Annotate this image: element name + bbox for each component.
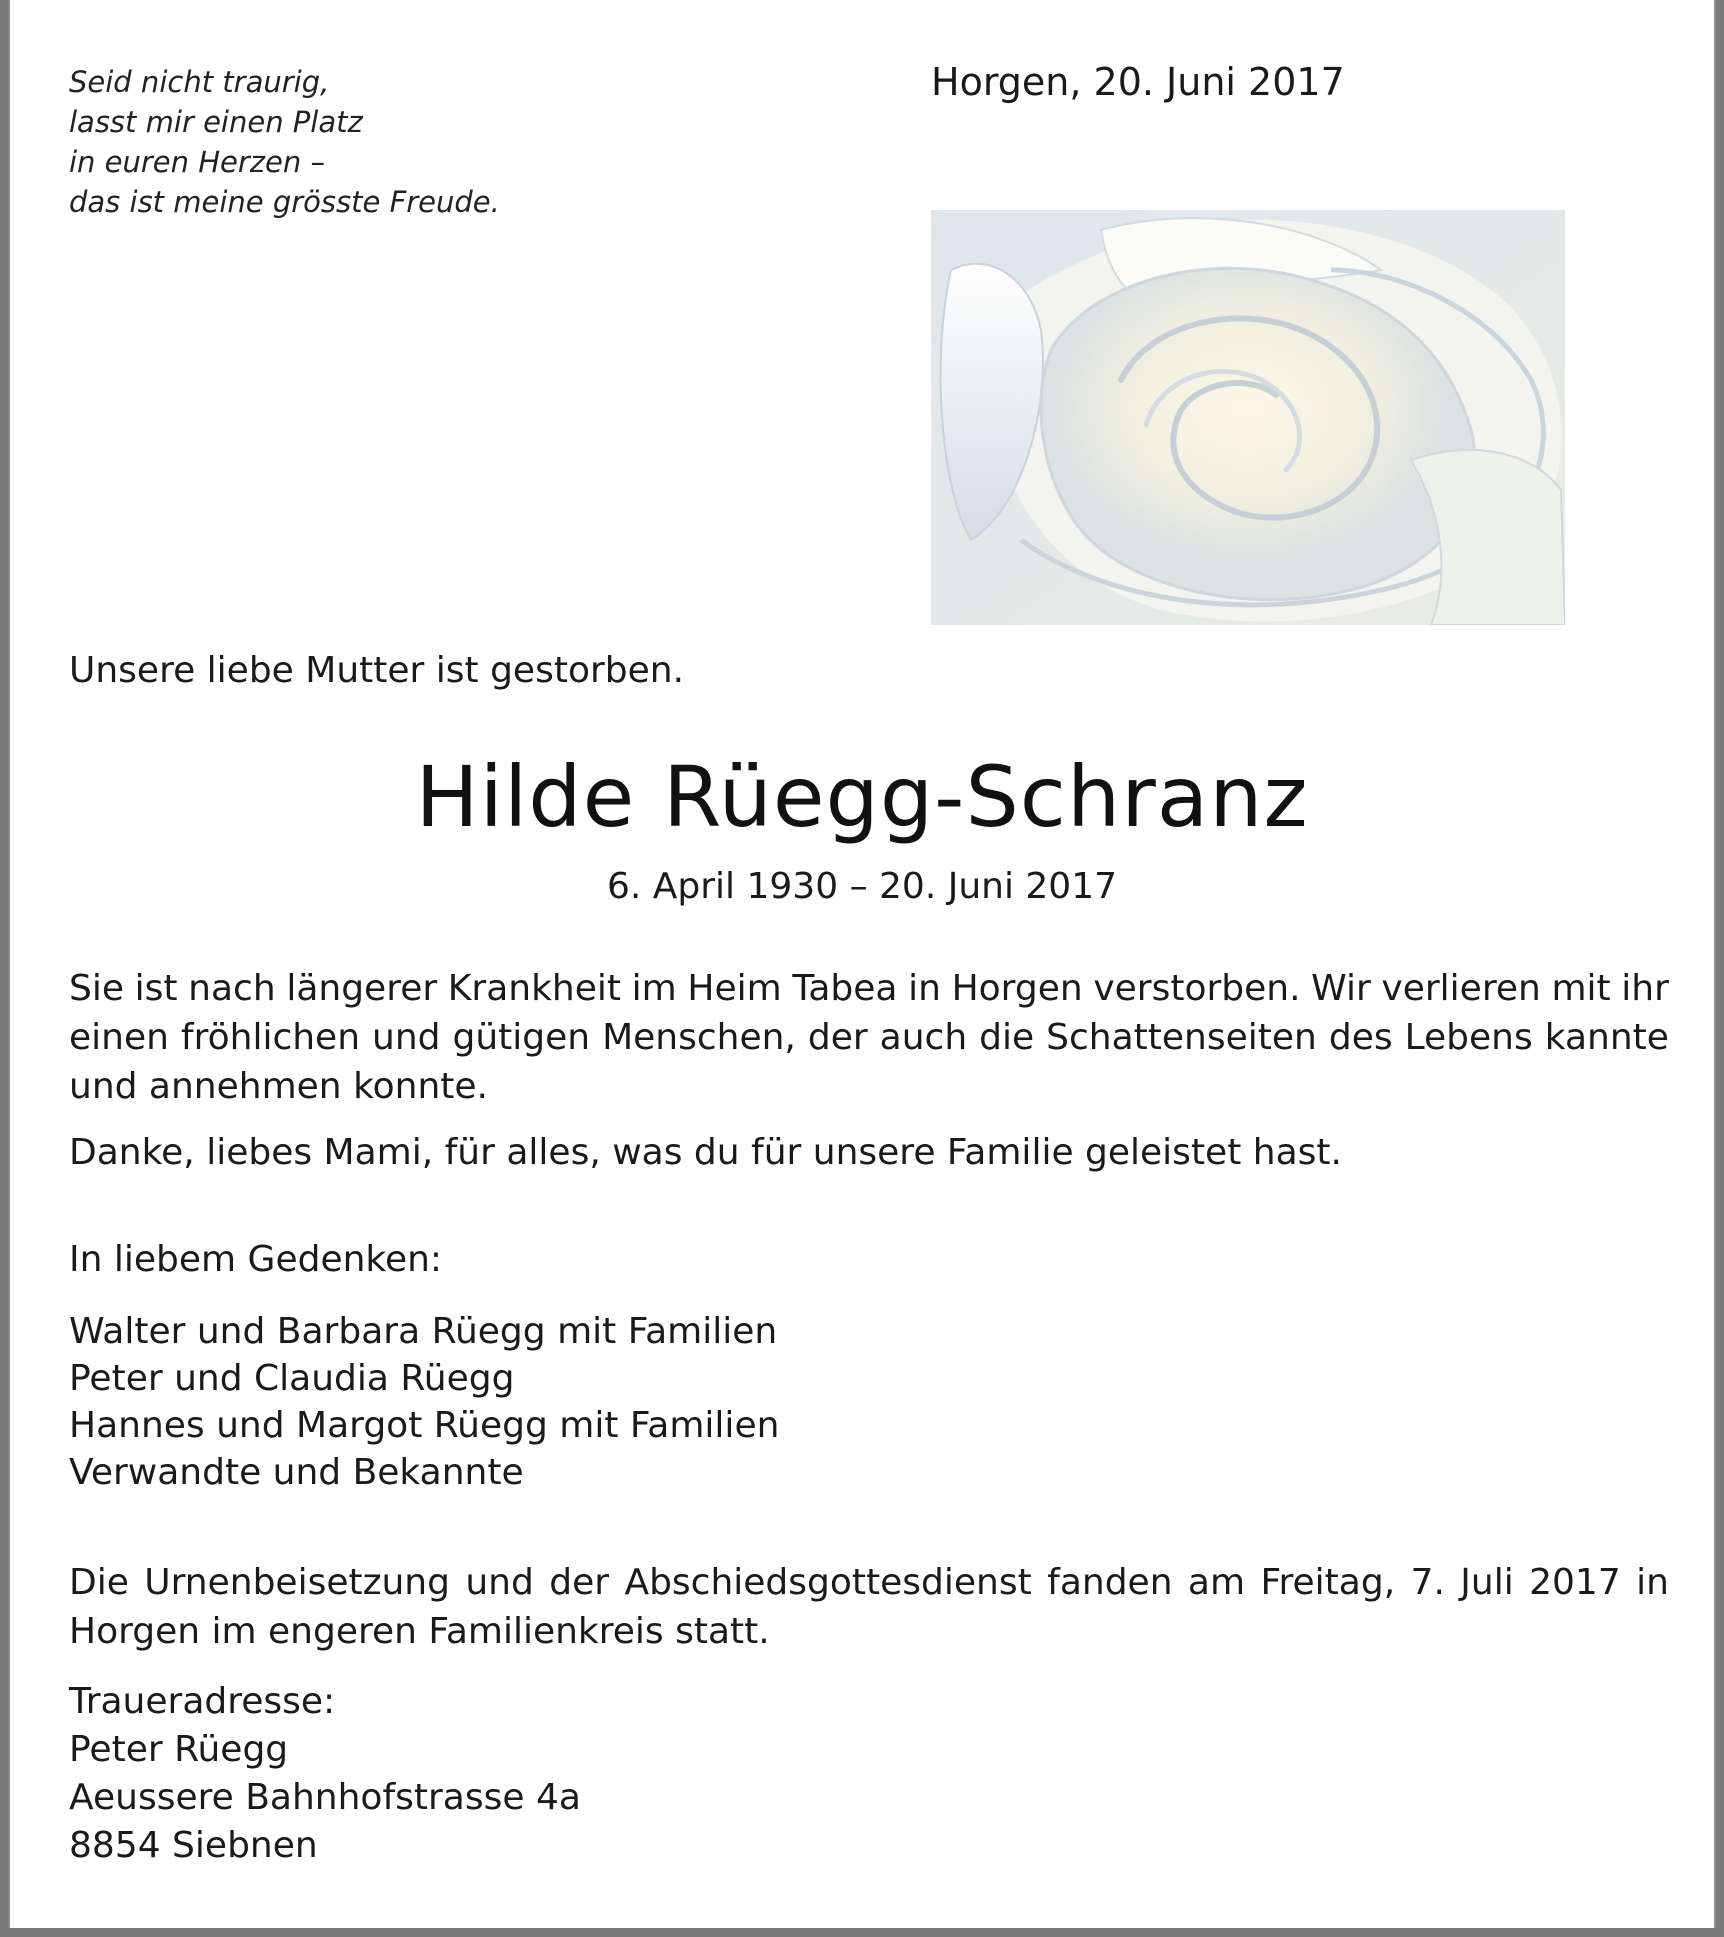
- word: am: [1187, 1562, 1246, 1603]
- poem-line: Seid nicht traurig,: [69, 65, 330, 99]
- mourning-address: [69, 1678, 1669, 1870]
- life-dates: 6. April 1930 – 20. Juni 2017: [606, 866, 1118, 907]
- word: in: [908, 968, 941, 1009]
- word: Heim: [687, 968, 782, 1009]
- poem-line: in euren Herzen –: [69, 145, 325, 179]
- word: des: [1328, 1017, 1393, 1058]
- word: Die: [69, 1562, 129, 1603]
- rose-illustration: [931, 210, 1565, 625]
- justified-line: [69, 964, 1669, 1013]
- poem: [69, 62, 500, 222]
- word: Wir: [1311, 968, 1371, 1009]
- word: Schattenseiten: [1046, 1017, 1317, 1058]
- word: in: [1636, 1562, 1669, 1603]
- word: auch: [879, 1017, 968, 1058]
- word: Freitag,: [1260, 1562, 1396, 1603]
- poem-line: das ist meine grösste Freude.: [69, 185, 500, 219]
- mourner-name: Walter und Barbara Rüegg mit Familien: [69, 1311, 778, 1352]
- paragraph-last-line: und annehmen konnte.: [69, 1066, 488, 1107]
- word: Lebens: [1404, 1017, 1533, 1058]
- word: fanden: [1047, 1562, 1173, 1603]
- word: der: [549, 1562, 610, 1603]
- word: Abschiedsgottesdienst: [624, 1562, 1032, 1603]
- justified-line: [69, 1013, 1669, 1062]
- word: der: [807, 1017, 868, 1058]
- word: längerer: [286, 968, 438, 1009]
- place-date: Horgen, 20. Juni 2017: [931, 60, 1345, 104]
- word: Menschen,: [602, 1017, 796, 1058]
- word: einen: [69, 1017, 169, 1058]
- word: 2017: [1529, 1562, 1621, 1603]
- mourners-list: [69, 1308, 1669, 1496]
- justified-line: [69, 1558, 1669, 1607]
- deceased-name: Hilde Rüegg-Schranz: [415, 748, 1309, 846]
- word: Horgen: [951, 968, 1083, 1009]
- mourner-name: Peter und Claudia Rüegg: [69, 1358, 515, 1399]
- thanks-paragraph: [69, 1128, 1669, 1177]
- mourner-name: Hannes und Margot Rüegg mit Familien: [69, 1405, 780, 1446]
- word: Krankheit: [447, 968, 622, 1009]
- message-paragraph: [69, 964, 1669, 1111]
- word: und: [372, 1017, 441, 1058]
- address-street: Aeussere Bahnhofstrasse 4a: [69, 1777, 581, 1818]
- address-label: Traueradresse:: [69, 1681, 336, 1722]
- word: Sie: [69, 968, 125, 1009]
- word: nach: [188, 968, 276, 1009]
- mourners-heading-text: In liebem Gedenken:: [69, 1239, 443, 1280]
- ceremony-paragraph: [69, 1558, 1669, 1656]
- thanks-line: Danke, liebes Mami, für alles, was du für unsere Familie geleistet hast.: [69, 1132, 1342, 1173]
- word: ihr: [1621, 968, 1669, 1009]
- obituary-page: [8, 0, 1716, 1928]
- word: fröhlichen: [180, 1017, 361, 1058]
- word: Tabea: [792, 968, 898, 1009]
- word: 7.: [1410, 1562, 1445, 1603]
- word: verlieren: [1381, 968, 1541, 1009]
- word: im: [631, 968, 677, 1009]
- address-city: 8854 Siebnen: [69, 1825, 318, 1866]
- word: Urnenbeisetzung: [144, 1562, 450, 1603]
- word: verstorben.: [1093, 968, 1301, 1009]
- word: ist: [134, 968, 178, 1009]
- poem-line: lasst mir einen Platz: [69, 105, 363, 139]
- address-name: Peter Rüegg: [69, 1729, 289, 1770]
- word: und: [465, 1562, 534, 1603]
- word: die: [979, 1017, 1035, 1058]
- paragraph-last-line: Horgen im engeren Familienkreis statt.: [69, 1611, 770, 1652]
- word: kannte: [1544, 1017, 1669, 1058]
- word: mit: [1551, 968, 1611, 1009]
- word: Juli: [1460, 1562, 1514, 1603]
- intro-text: Unsere liebe Mutter ist gestorben.: [69, 650, 685, 691]
- word: gütigen: [452, 1017, 591, 1058]
- mourner-name: Verwandte und Bekannte: [69, 1452, 524, 1493]
- mourners-heading: [69, 1235, 1669, 1284]
- white-rose-photo: [931, 210, 1565, 625]
